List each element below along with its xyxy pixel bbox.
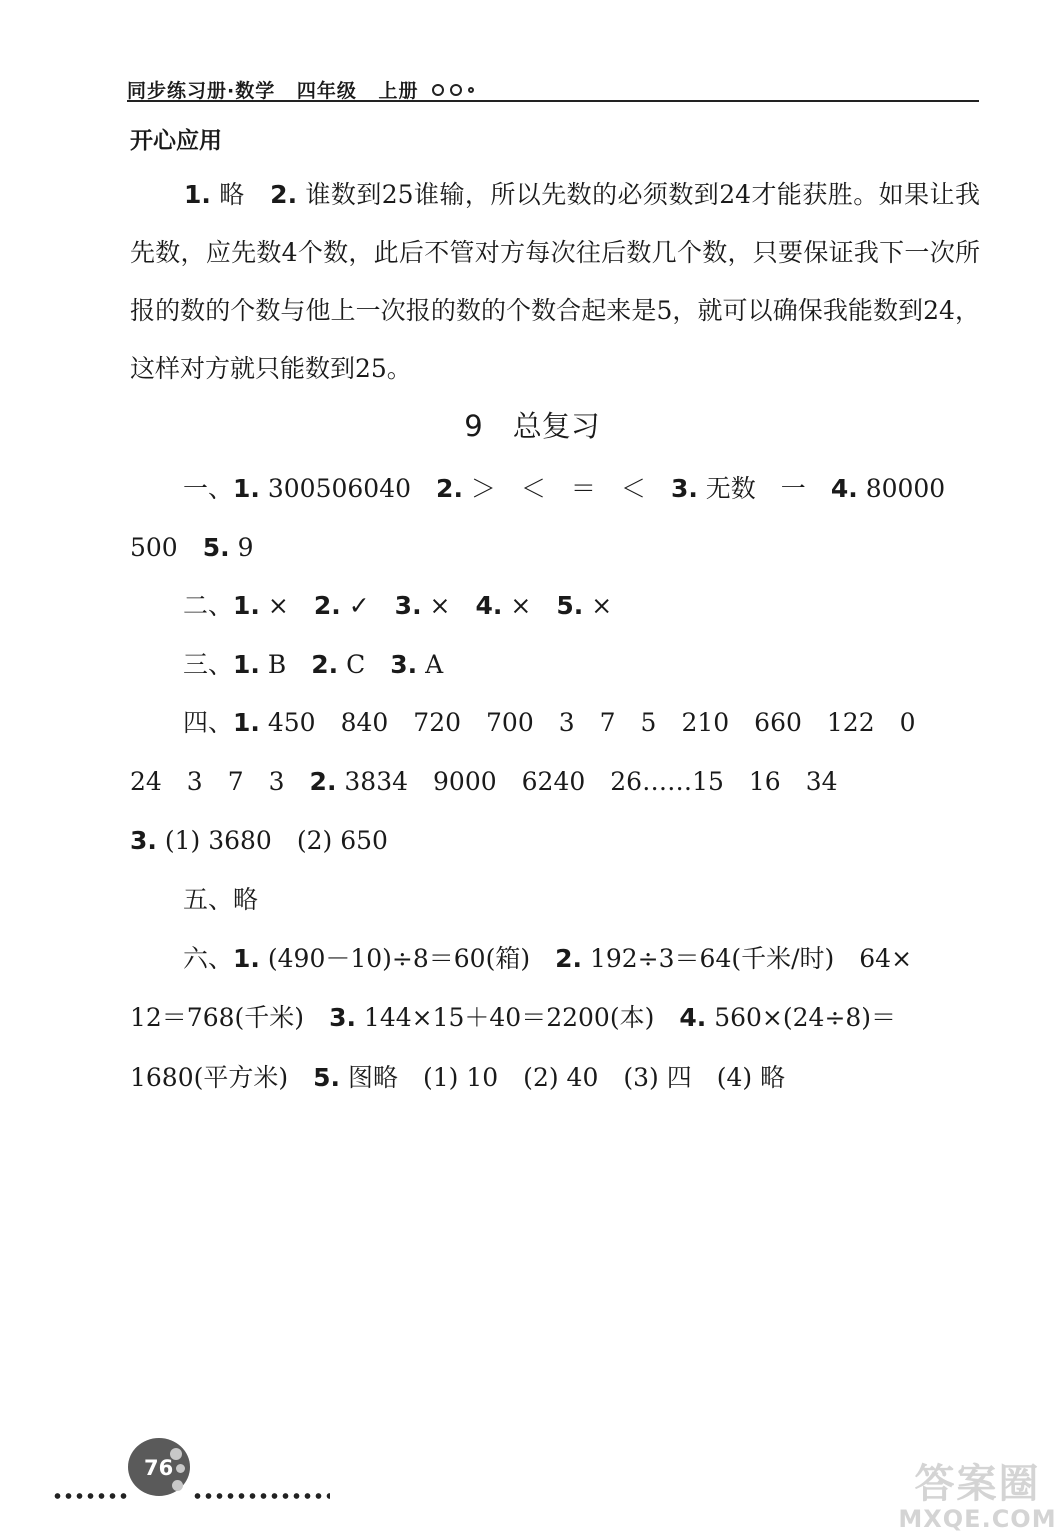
header-book: 同步练习册·数学 bbox=[127, 80, 276, 102]
review-part1-line1: 一、1. 300506040 2. ＞ ＜ ＝ ＜ 3. 无数 一 4. 80000 bbox=[183, 474, 946, 503]
review-part6-line1: 六、1. (490－10)÷8＝60(箱) 2. 192÷3＝64(千米/时) 64× bbox=[183, 944, 913, 973]
chapter-title: 总复习 bbox=[512, 409, 600, 443]
header-grade: 四年级 bbox=[296, 80, 357, 102]
review-part5-line: 五、略 bbox=[183, 885, 259, 914]
review-part6-line3: 1680(平方米) 5. 图略 (1) 10 (2) 40 (3) 四 (4) 略 bbox=[130, 1063, 786, 1092]
circle-icon bbox=[468, 87, 474, 93]
review-part4-line2: 24 3 7 3 2. 3834 9000 6240 26……15 16 34 bbox=[130, 767, 838, 796]
circle-icon bbox=[432, 84, 444, 96]
footer-dots-right bbox=[192, 1493, 330, 1499]
section-title: 开心应用 bbox=[130, 128, 222, 154]
page-header bbox=[127, 74, 979, 102]
circle-icon bbox=[450, 84, 462, 96]
page-number: 76 bbox=[144, 1456, 174, 1480]
watermark-logo bbox=[895, 1462, 1060, 1532]
header-title bbox=[127, 76, 433, 103]
chapter-number: 9 bbox=[464, 409, 483, 443]
review-part3-line: 三、1. B 2. C 3. A bbox=[183, 650, 444, 679]
watermark-line1: 答案圈 bbox=[914, 1461, 1041, 1507]
footer-dots-left bbox=[52, 1493, 130, 1499]
review-part4-line3: 3. (1) 3680 (2) 650 bbox=[130, 826, 388, 855]
review-part1-line2: 500 5. 9 bbox=[130, 533, 254, 562]
watermark-line2: MXQE.COM bbox=[898, 1505, 1057, 1533]
review-part6-line2: 12＝768(千米) 3. 144×15＋40＝2200(本) 4. 560×(24÷8)＝ bbox=[130, 1003, 897, 1032]
chapter-heading bbox=[0, 404, 1064, 445]
header-circles-decoration bbox=[432, 79, 480, 98]
review-part4-line1: 四、1. 450 840 720 700 3 7 5 210 660 122 0 bbox=[183, 708, 916, 737]
app-answers-paragraph: 1. 略 2. 谁数到25谁输，所以先数的必须数到24才能获胜。如果让我先数，应先数4个数，此后不管对方每次往后数几个数，只要保证我下一次所报的数的个数与他上一次报的数的个数合起来是5，就可以确保我能数到24，这样对方就只能数到25。 bbox=[130, 180, 980, 383]
header-volume: 上册 bbox=[378, 80, 419, 102]
review-part2-line: 二、1. × 2. ✓ 3. × 4. × 5. × bbox=[183, 591, 613, 620]
